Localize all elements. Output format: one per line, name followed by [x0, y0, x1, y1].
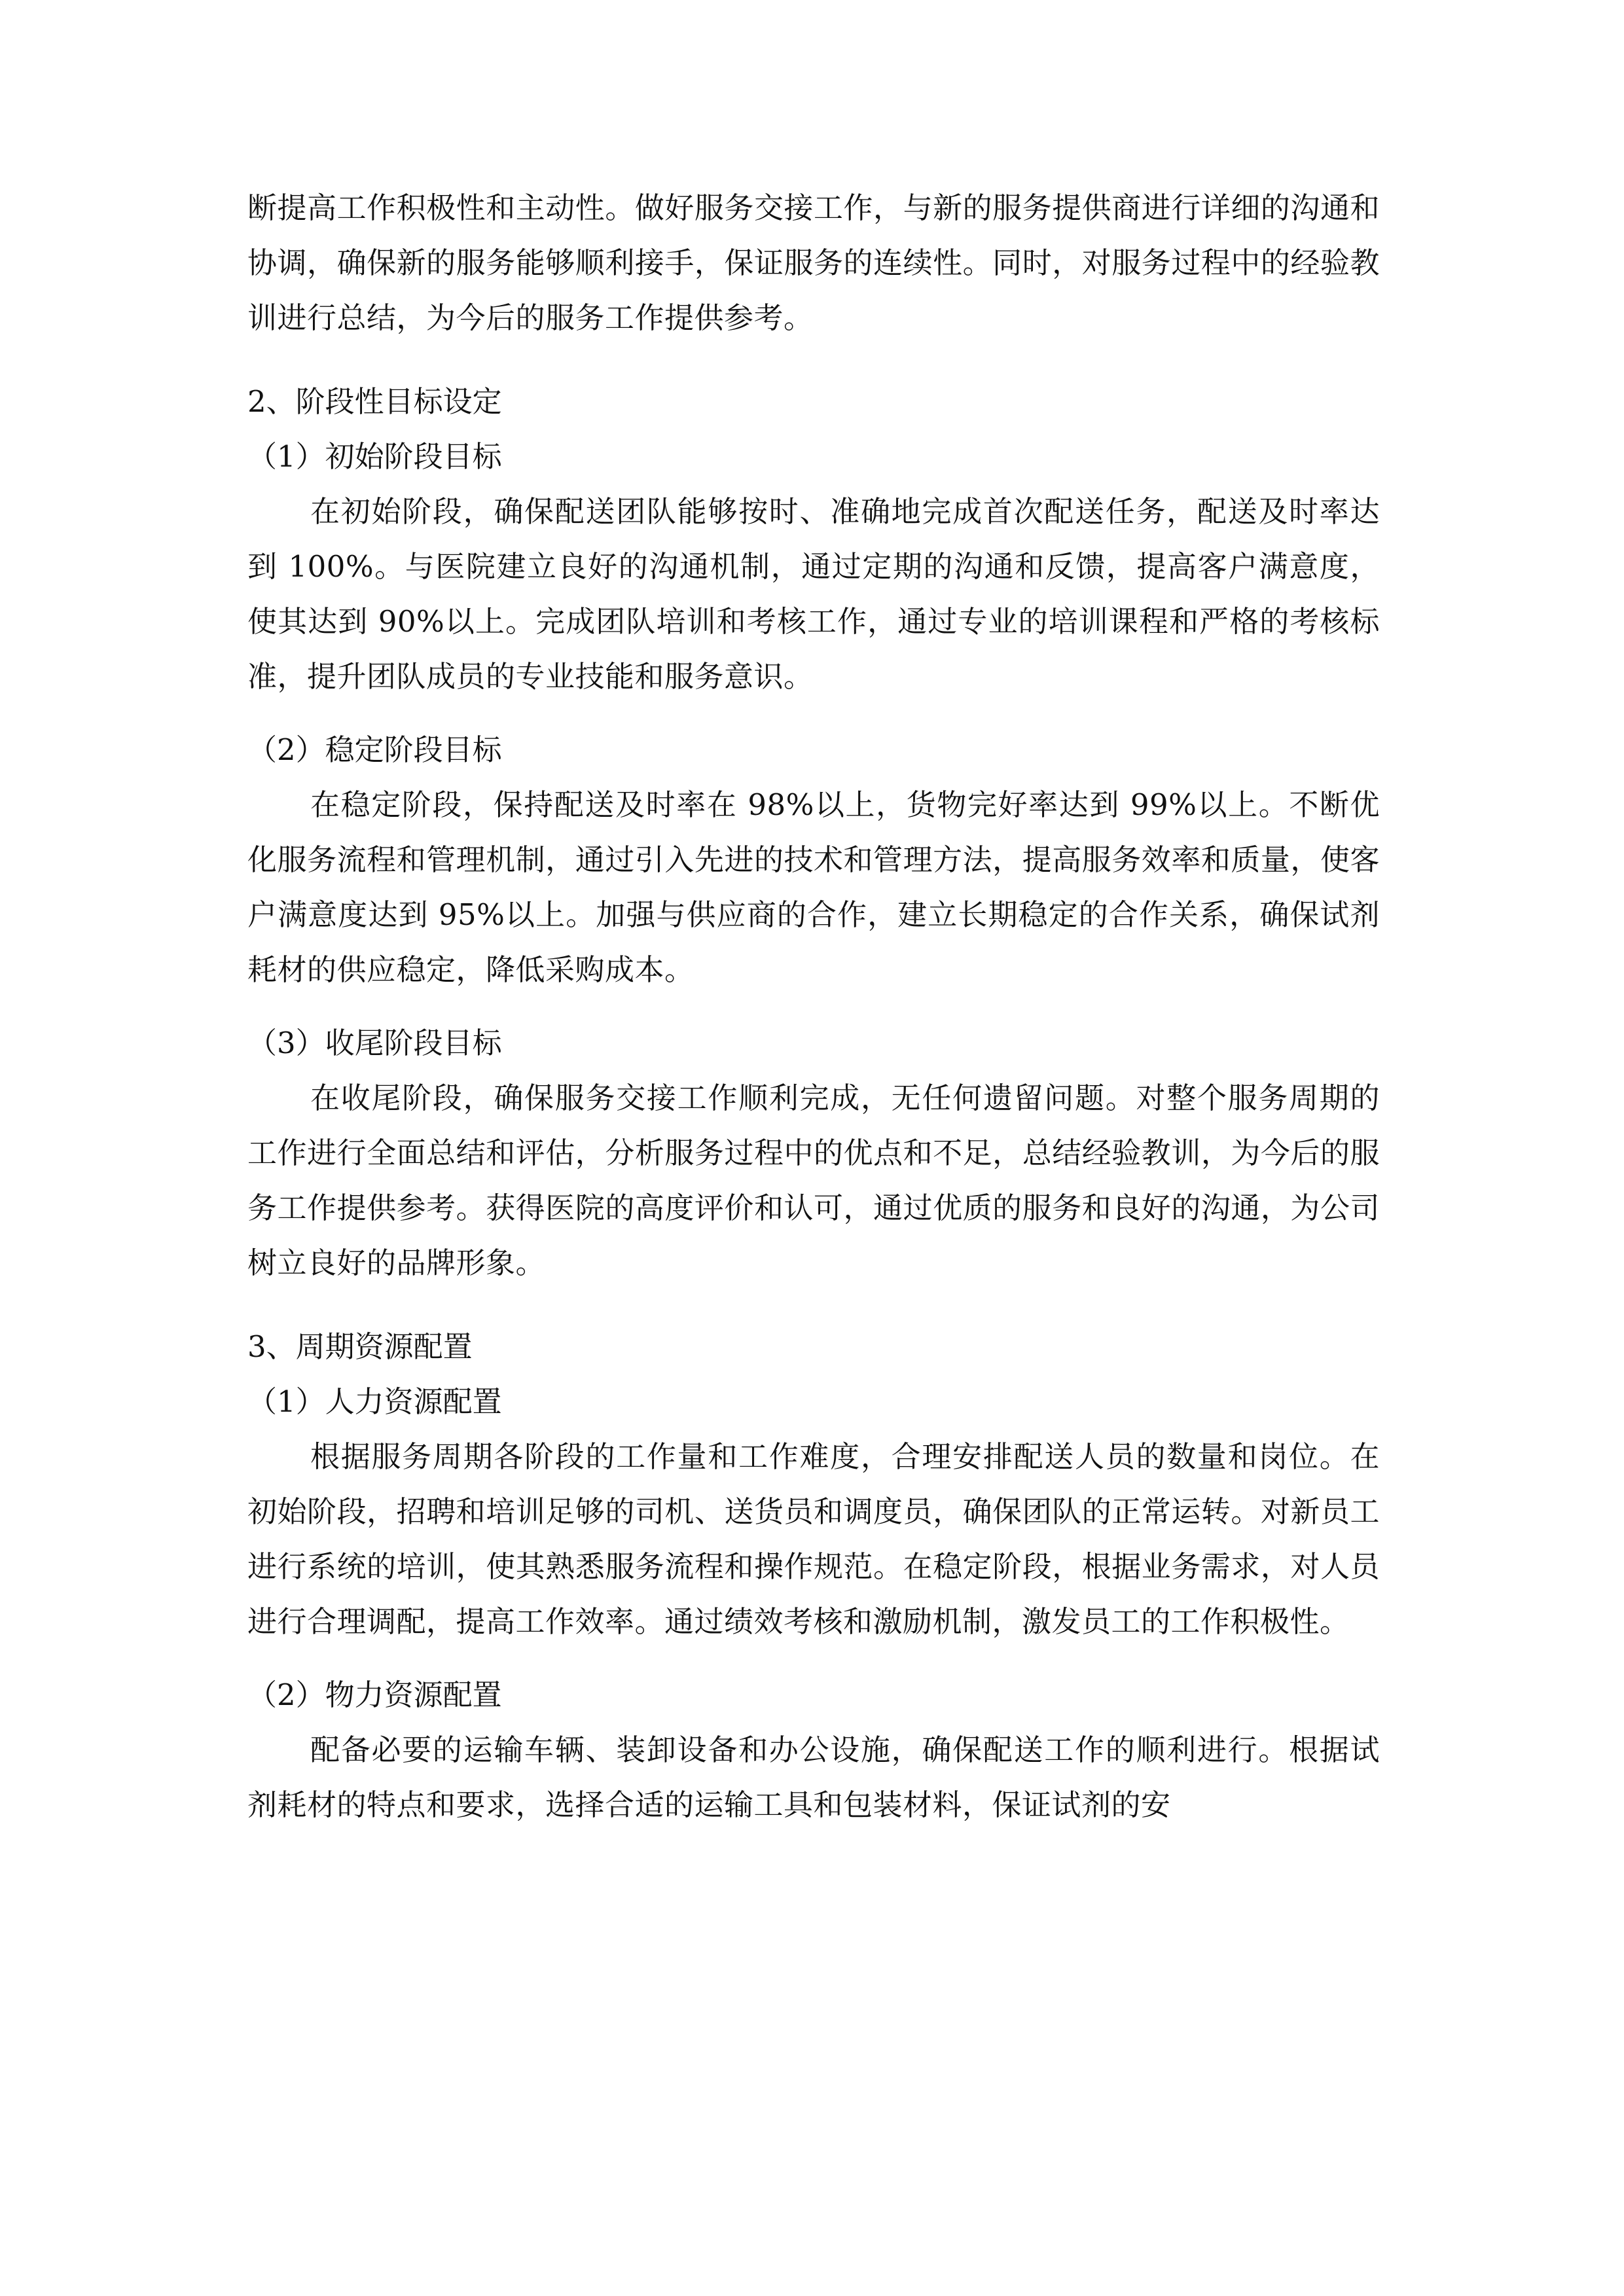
section-2-1-paragraph: 在初始阶段，确保配送团队能够按时、准确地完成首次配送任务，配送及时率达到 100%。与医院建立良好的沟通机制，通过定期的沟通和反馈，提高客户满意度，使其达到 90%以上。完成团队培训和考核工作，通过专业的培训课程和严格的考核标准，提升团队成员的专业技能和服务意识。 — [247, 494, 1380, 694]
section-3-1-paragraph: 根据服务周期各阶段的工作量和工作难度，合理安排配送人员的数量和岗位。在初始阶段，招聘和培训足够的司机、送货员和调度员，确保团队的正常运转。对新员工进行系统的培训，使其熟悉服务流程和操作规范。在稳定阶段，根据业务需求，对人员进行合理调配，提高工作效率。通过绩效考核和激励机制，激发员工的工作积极性。 — [247, 1439, 1380, 1639]
spacer — [247, 346, 1380, 374]
section-2-3-paragraph: 在收尾阶段，确保服务交接工作顺利完成，无任何遗留问题。对整个服务周期的工作进行全面总结和评估，分析服务过程中的优点和不足，总结经验教训，为今后的服务工作提供参考。获得医院的高度评价和认可，通过优质的服务和良好的沟通，为公司树立良好的品牌形象。 — [247, 1081, 1380, 1280]
section-3-1-heading: （1）人力资源配置 — [247, 1384, 502, 1419]
spacer — [247, 997, 1380, 1016]
section-3-heading: 3、周期资源配置 — [247, 1329, 473, 1364]
spacer — [247, 1649, 1380, 1668]
section-2-heading: 2、阶段性目标设定 — [247, 384, 502, 419]
section-2-2-paragraph: 在稳定阶段，保持配送及时率在 98%以上，货物完好率达到 99%以上。不断优化服务流程和管理机制，通过引入先进的技术和管理方法，提高服务效率和质量，使客户满意度达到 95%以上。加强与供应商的合作，建立长期稳定的合作关系，确保试剂耗材的供应稳定，降低采购成本。 — [247, 787, 1380, 987]
section-3-2-paragraph: 配备必要的运输车辆、装卸设备和办公设施，确保配送工作的顺利进行。根据试剂耗材的特点和要求，选择合适的运输工具和包装材料，保证试剂的安 — [247, 1732, 1380, 1822]
section-2-3-heading: （3）收尾阶段目标 — [247, 1026, 502, 1060]
section-2-1-heading: （1）初始阶段目标 — [247, 439, 502, 474]
section-3-2-heading: （2）物力资源配置 — [247, 1677, 502, 1712]
section-2-2-heading: （2）稳定阶段目标 — [247, 732, 502, 767]
spacer — [247, 1291, 1380, 1319]
spacer — [247, 704, 1380, 723]
continuation-paragraph: 断提高工作积极性和主动性。做好服务交接工作，与新的服务提供商进行详细的沟通和协调，确保新的服务能够顺利接手，保证服务的连续性。同时，对服务过程中的经验教训进行总结，为今后的服务工作提供参考。 — [247, 190, 1380, 335]
document-body — [247, 181, 1380, 1833]
